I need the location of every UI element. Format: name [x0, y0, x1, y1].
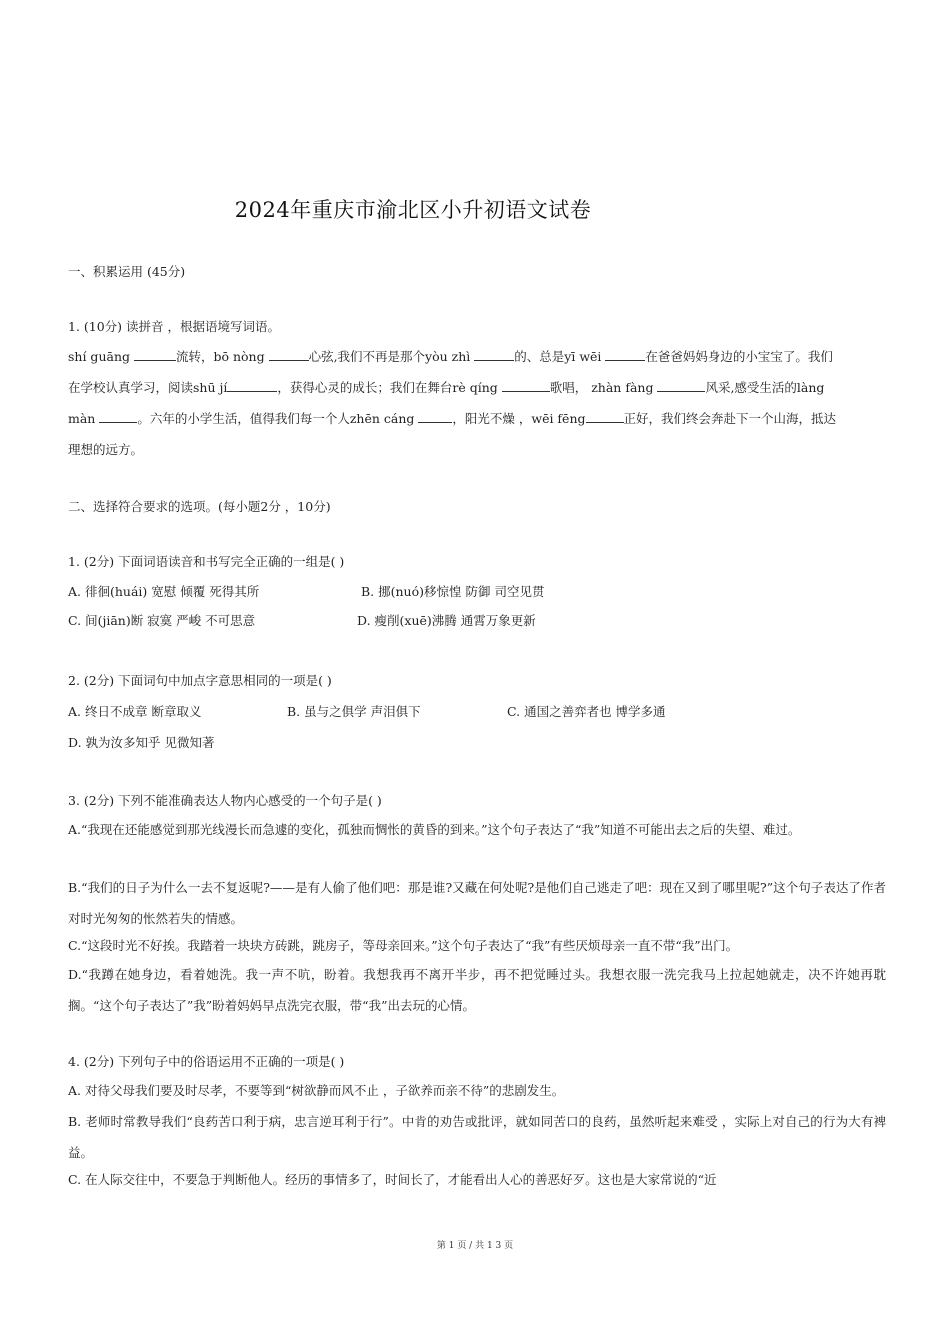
- answer-blank[interactable]: [99, 409, 137, 423]
- option-a[interactable]: A. 徘徊(huái) 宽慰 倾覆 死得其所: [68, 584, 260, 599]
- option-a[interactable]: A. 终日不成章 断章取义: [68, 704, 202, 719]
- option-c[interactable]: C.“这段时光不好挨。我踏着一块块方砖跳，跳房子，等母亲回来。”这个句子表达了“我”有些厌烦母亲一直不带“我”出门。: [68, 938, 739, 953]
- page-footer: 第 1 页 / 共 1 3 页: [436, 1241, 514, 1251]
- answer-blank[interactable]: [269, 347, 309, 361]
- page-title: 2024年重庆市渝北区小升初语文试卷: [234, 198, 592, 222]
- answer-blank[interactable]: [418, 409, 452, 423]
- question-2-1-stem: 1. (2分) 下面词语读音和书写完全正确的一组是( ): [68, 554, 345, 569]
- option-b[interactable]: B.“我们的日子为什么一去不复返呢?——是有人偷了他们吧：那是谁?又藏在何处呢?是他们自己逃走了吧：现在又到了哪里呢?”这个句子表达了作者对时光匆匆的怅然若失的情感。: [68, 880, 886, 926]
- answer-blank[interactable]: [502, 378, 550, 392]
- option-a[interactable]: A.“我现在还能感觉到那光线漫长而急遽的变化，孤独而惆怅的黄昏的到来。”这个句子表达了“我”知道不可能出去之后的失望、难过。: [68, 822, 801, 837]
- option-c[interactable]: C. 通国之善弈者也 博学多通: [507, 704, 666, 719]
- answer-blank[interactable]: [227, 378, 277, 392]
- option-c[interactable]: C. 间(jiān)断 寂寞 严峻 不可思意: [68, 613, 256, 628]
- fill-line-1: shí guāng 流转，bō nòng 心弦,我们不再是那个yòu zhì 的、总是yī wēi 在爸爸妈妈身边的小宝宝了。我们: [68, 349, 833, 364]
- question-2-4-stem: 4. (2分) 下列句子中的俗语运用不正确的一项是( ): [68, 1054, 345, 1069]
- option-b[interactable]: B. 老师时常教导我们“良药苦口利于病，忠言逆耳利于行”。中肯的劝告或批评，就如同苦口的良药，虽然听起来难受 ，实际上对自己的行为大有裨益。: [68, 1114, 886, 1160]
- question-2-3-stem: 3. (2分) 下列不能准确表达人物内心感受的一个句子是( ): [68, 793, 382, 808]
- option-c[interactable]: C. 在人际交往中，不要急于判断他人。经历的事情多了，时间长了，才能看出人心的善恶好歹。这也是大家常说的“近: [68, 1172, 717, 1187]
- fill-line-3: màn 。六年的小学生活，值得我们每一个人zhēn cáng ，阳光不燥 ，wēi fēng 正好，我们终会奔赴下一个山海，抵达: [68, 411, 837, 426]
- option-d[interactable]: D. 孰为汝多知乎 见微知著: [68, 735, 215, 750]
- section-1-heading: 一、积累运用 (45分): [68, 264, 186, 279]
- answer-blank[interactable]: [134, 347, 176, 361]
- fill-line-4: 理想的远方。: [68, 442, 144, 457]
- question-2-2-stem: 2. (2分) 下面词句中加点字意思相同的一项是( ): [68, 673, 332, 688]
- fill-line-2: 在学校认真学习，阅读shū jí ，获得心灵的成长；我们在舞台rè qíng 歌唱， zhàn fàng 风采,感受生活的làng: [68, 380, 825, 395]
- question-1-stem: 1. (10分) 读拼音 ，根据语境写词语。: [68, 319, 281, 334]
- option-d[interactable]: D. 瘦削(xuē)沸腾 通霄万象更新: [357, 613, 536, 628]
- option-b[interactable]: B. 虽与之俱学 声泪俱下: [287, 704, 421, 719]
- option-d[interactable]: D.“我蹲在她身边，看着她洗。我一声不吭，盼着。我想我再不离开半步，再不把觉睡过头。我想衣服一洗完我马上拉起她就走，决不许她再耽搁。“这个句子表达了”我”盼着妈妈早点洗完衣服，带“我”出去玩的心情。: [68, 967, 886, 1013]
- answer-blank[interactable]: [474, 347, 514, 361]
- option-b[interactable]: B. 挪(nuó)移惊惶 防御 司空见贯: [361, 584, 545, 599]
- answer-blank[interactable]: [657, 378, 705, 392]
- section-2-heading: 二、选择符合要求的选项。(每小题2分 ，10分): [68, 499, 331, 514]
- answer-blank[interactable]: [586, 409, 624, 423]
- option-a[interactable]: A. 对待父母我们要及时尽孝，不要等到“树欲静而风不止 ，子欲养而亲不待”的悲剧发生。: [68, 1083, 565, 1098]
- answer-blank[interactable]: [605, 347, 645, 361]
